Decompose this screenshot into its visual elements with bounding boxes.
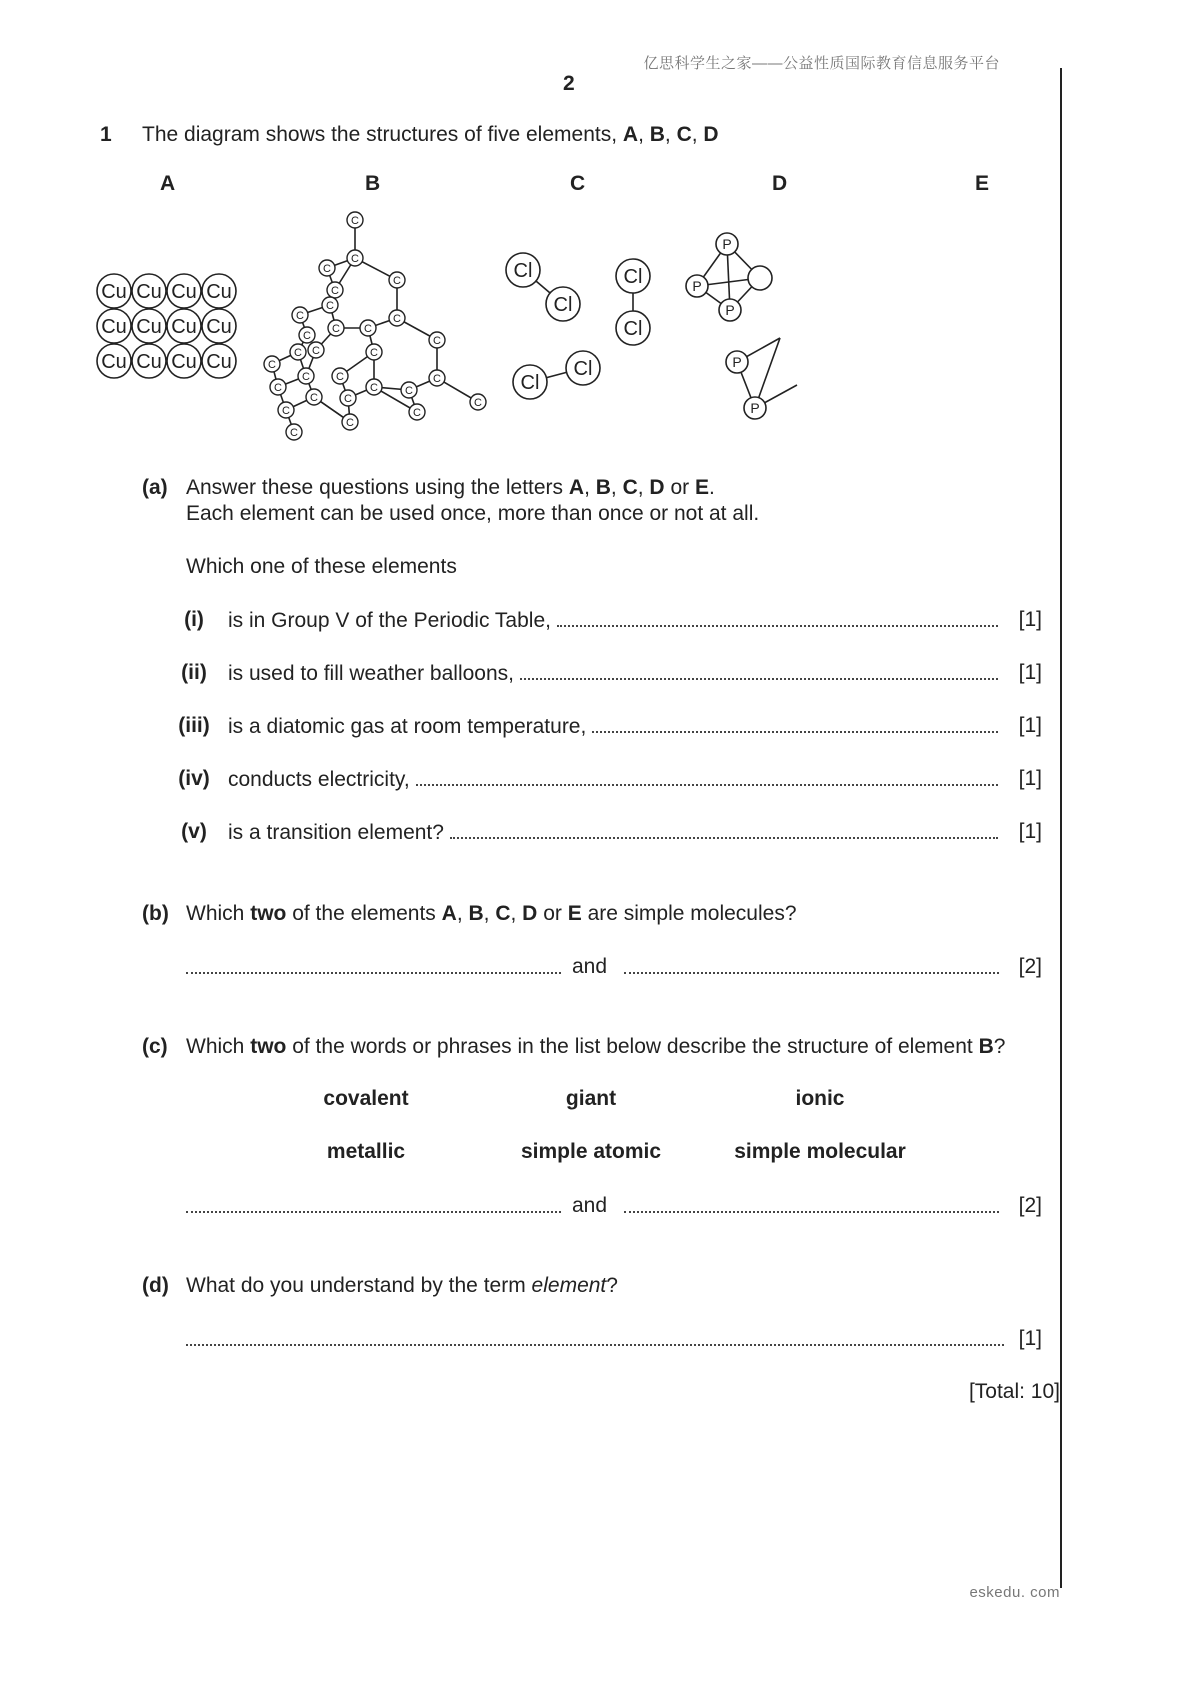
part-c-label: (c)	[142, 1035, 168, 1058]
carbon-atom-label: C	[326, 300, 334, 312]
carbon-atom-label: C	[268, 359, 276, 371]
part-c-answer-row	[0, 1193, 1060, 1223]
page-number: 2	[563, 72, 575, 95]
header-watermark: 亿思科学生之家——公益性质国际教育信息服务平台	[643, 55, 1000, 72]
word-simple-atomic: simple atomic	[520, 1140, 662, 1163]
part-d-end: ?	[606, 1274, 618, 1297]
part-a-item-line	[228, 819, 1004, 846]
part-a-item-mark: [1]	[1018, 820, 1042, 843]
carbon-atom-label: C	[370, 382, 378, 394]
carbon-atom-label: C	[323, 263, 331, 275]
part-a-item-text: is in Group V of the Periodic Table,	[228, 609, 551, 632]
part-a-item-answer-field[interactable]	[520, 660, 998, 680]
b-letter-b: B	[468, 902, 484, 925]
carbon-atom-label: C	[274, 382, 282, 394]
copper-atom-label: Cu	[206, 316, 232, 338]
carbon-atom-label: C	[332, 323, 340, 335]
part-b-and: and	[572, 955, 608, 978]
copper-atom-label: Cu	[136, 316, 162, 338]
part-b-answer-field-1[interactable]	[186, 954, 561, 974]
chlorine-atom-label: Cl	[623, 266, 643, 288]
part-a-prompt: Which one of these elements	[186, 555, 457, 578]
carbon-atom-label: C	[413, 407, 421, 419]
letter-b: B	[595, 476, 611, 499]
phosphorus-atom-label: P	[725, 302, 735, 318]
carbon-atom-label: C	[351, 253, 359, 265]
part-b-answer-field-2[interactable]	[624, 954, 999, 974]
carbon-atom-label: C	[296, 310, 304, 322]
part-a-item-number: (v)	[181, 820, 207, 843]
copper-atom-label: Cu	[101, 281, 127, 303]
part-c-post: of the words or phrases in the list below describe the structure of element	[292, 1035, 973, 1058]
b-letter-c: C	[495, 902, 511, 925]
part-a-item-mark: [1]	[1018, 608, 1042, 631]
column-label-b: B	[365, 172, 381, 195]
part-b-answer-row	[0, 954, 1060, 984]
part-a-item-row	[0, 819, 1060, 849]
part-a-item-number: (iv)	[178, 767, 210, 790]
intro-letter-a: A	[622, 123, 639, 146]
part-a-item-number: (i)	[184, 608, 204, 631]
carbon-atom-label: C	[290, 427, 298, 439]
carbon-atom-label: C	[474, 397, 482, 409]
part-d-term: element	[531, 1274, 607, 1297]
copper-atom-label: Cu	[206, 281, 232, 303]
letter-d: D	[649, 476, 665, 499]
copper-atom-label: Cu	[136, 281, 162, 303]
carbon-atom-label: C	[336, 371, 344, 383]
part-a-label: (a)	[142, 476, 168, 499]
carbon-atom-label: C	[433, 335, 441, 347]
carbon-atom-label: C	[364, 323, 372, 335]
carbon-atom-label: C	[303, 330, 311, 342]
word-simple-molecular: simple molecular	[734, 1140, 906, 1163]
carbon-atom-label: C	[393, 313, 401, 325]
part-a-item-answer-field[interactable]	[416, 766, 998, 786]
part-a-instruction-line1: Answer these questions using the letters A, B, C, D or E.	[186, 476, 715, 499]
copper-atom-label: Cu	[171, 316, 197, 338]
word-giant: giant	[565, 1087, 617, 1110]
chlorine-atom-label: Cl	[553, 294, 573, 316]
footer-watermark: eskedu. com	[969, 1584, 1060, 1601]
phosphorus-atom-label: P	[732, 354, 742, 370]
carbon-atom-label: C	[302, 371, 310, 383]
part-a-item-answer-field[interactable]	[450, 819, 998, 839]
carbon-atom-label: C	[344, 393, 352, 405]
carbon-atom-label: C	[282, 405, 290, 417]
column-label-a: A	[160, 172, 176, 195]
part-c-question	[186, 1034, 1005, 1060]
part-d-question	[186, 1273, 618, 1299]
carbon-atom-label: C	[433, 373, 441, 385]
part-d-pre: What do you understand by the term	[186, 1274, 526, 1297]
part-b-label: (b)	[142, 902, 169, 925]
structure-a-metal-lattice	[97, 274, 236, 378]
intro-text: The diagram shows the structures of five elements,	[142, 123, 618, 146]
part-b-question: Which two of the elements A, B, C, D or E are simple molecules?	[186, 902, 797, 925]
b-letter-e: E	[567, 902, 582, 925]
part-c-element: B	[978, 1035, 994, 1058]
part-b-mark: [2]	[1018, 955, 1042, 978]
part-a-item-text: conducts electricity,	[228, 768, 410, 791]
part-a-item-row	[0, 766, 1060, 796]
part-a-item-text: is used to fill weather balloons,	[228, 662, 514, 685]
structure-b-carbon-atoms	[264, 212, 486, 440]
part-a-item-number: (ii)	[181, 661, 207, 684]
question-number: 1	[100, 123, 112, 146]
word-covalent: covalent	[323, 1087, 409, 1110]
phosphorus-atom-label: P	[750, 400, 760, 416]
part-c-mark: [2]	[1018, 1194, 1042, 1217]
structure-d-labels	[692, 236, 759, 416]
column-label-c: C	[570, 172, 586, 195]
part-b-post1: of the elements	[292, 902, 436, 925]
part-d-answer-field[interactable]	[186, 1326, 1004, 1346]
carbon-atom-label: C	[331, 285, 339, 297]
copper-atom-label: Cu	[171, 281, 197, 303]
part-c-answer-field-2[interactable]	[624, 1193, 999, 1213]
carbon-atom-label: C	[370, 347, 378, 359]
part-a-item-text: is a diatomic gas at room temperature,	[228, 715, 587, 738]
copper-atom-label: Cu	[101, 316, 127, 338]
part-b-or: or	[543, 902, 562, 925]
chlorine-atom-label: Cl	[520, 372, 540, 394]
phosphorus-atom-label: P	[722, 236, 732, 252]
part-a-item-answer-field[interactable]	[557, 607, 998, 627]
copper-atom-label: Cu	[171, 351, 197, 373]
structure-d-phosphorus-molecules	[686, 233, 797, 419]
part-d-mark: [1]	[1018, 1327, 1042, 1350]
chlorine-atom-label: Cl	[513, 260, 533, 282]
b-letter-a: A	[441, 902, 457, 925]
chlorine-atom-label: Cl	[573, 358, 593, 380]
column-label-d: D	[772, 172, 788, 195]
letter-e: E	[694, 476, 709, 499]
question-intro: The diagram shows the structures of five elements, A, B, C, D	[142, 123, 719, 146]
chlorine-atom-label: Cl	[623, 318, 643, 340]
carbon-atom-label: C	[310, 392, 318, 404]
copper-atom-label: Cu	[136, 351, 162, 373]
part-c-end: ?	[993, 1035, 1006, 1058]
letter-a: A	[568, 476, 585, 499]
carbon-atom-label: C	[312, 345, 320, 357]
part-a-item-number: (iii)	[178, 714, 210, 737]
carbon-atom-label: C	[351, 215, 359, 227]
part-d-label: (d)	[142, 1274, 169, 1297]
copper-atom-label: Cu	[101, 351, 127, 373]
b-letter-d: D	[522, 902, 538, 925]
part-b-pre: Which	[186, 902, 245, 925]
part-a-instruction-line2: Each element can be used once, more than once or not at all.	[186, 502, 760, 525]
part-a-item-text: is a transition element?	[228, 821, 444, 844]
or-word: or	[670, 476, 690, 499]
part-b-bold: two	[250, 902, 287, 925]
word-metallic: metallic	[326, 1140, 406, 1163]
part-d-answer-row	[0, 1326, 1060, 1356]
column-label-e: E	[975, 172, 990, 195]
part-a-item-mark: [1]	[1018, 661, 1042, 684]
part-a-item-mark: [1]	[1018, 714, 1042, 737]
part-a-line1-text: Answer these questions using the letters	[186, 476, 564, 499]
element-structures-diagram	[0, 200, 1060, 450]
word-ionic: ionic	[795, 1087, 845, 1110]
intro-letter-c: C	[676, 123, 692, 146]
copper-atom-label: Cu	[206, 351, 232, 373]
question-total: [Total: 10]	[968, 1380, 1060, 1403]
part-a-item-answer-field[interactable]	[592, 713, 998, 733]
part-c-and: and	[572, 1194, 608, 1217]
intro-letter-b: B	[649, 123, 665, 146]
part-b-post2: are simple molecules?	[587, 902, 797, 925]
part-a-item-row	[0, 660, 1060, 690]
margin-rule	[1060, 68, 1062, 1588]
part-a-item-line	[228, 766, 1004, 793]
letter-c: C	[622, 476, 638, 499]
carbon-atom-label: C	[405, 385, 413, 397]
intro-letter-d: D	[703, 123, 719, 146]
part-a-item-line	[228, 713, 1004, 740]
part-a-item-line	[228, 660, 1004, 687]
part-a-item-row	[0, 607, 1060, 637]
carbon-atom-label: C	[393, 275, 401, 287]
carbon-atom-label: C	[346, 417, 354, 429]
part-c-pre: Which	[186, 1035, 245, 1058]
part-a-item-line	[228, 607, 1004, 634]
part-c-answer-field-1[interactable]	[186, 1193, 561, 1213]
part-c-bold: two	[250, 1035, 287, 1058]
carbon-atom-label: C	[294, 347, 302, 359]
part-a-item-mark: [1]	[1018, 767, 1042, 790]
phosphorus-atom-label: P	[692, 278, 702, 294]
part-a-item-row	[0, 713, 1060, 743]
